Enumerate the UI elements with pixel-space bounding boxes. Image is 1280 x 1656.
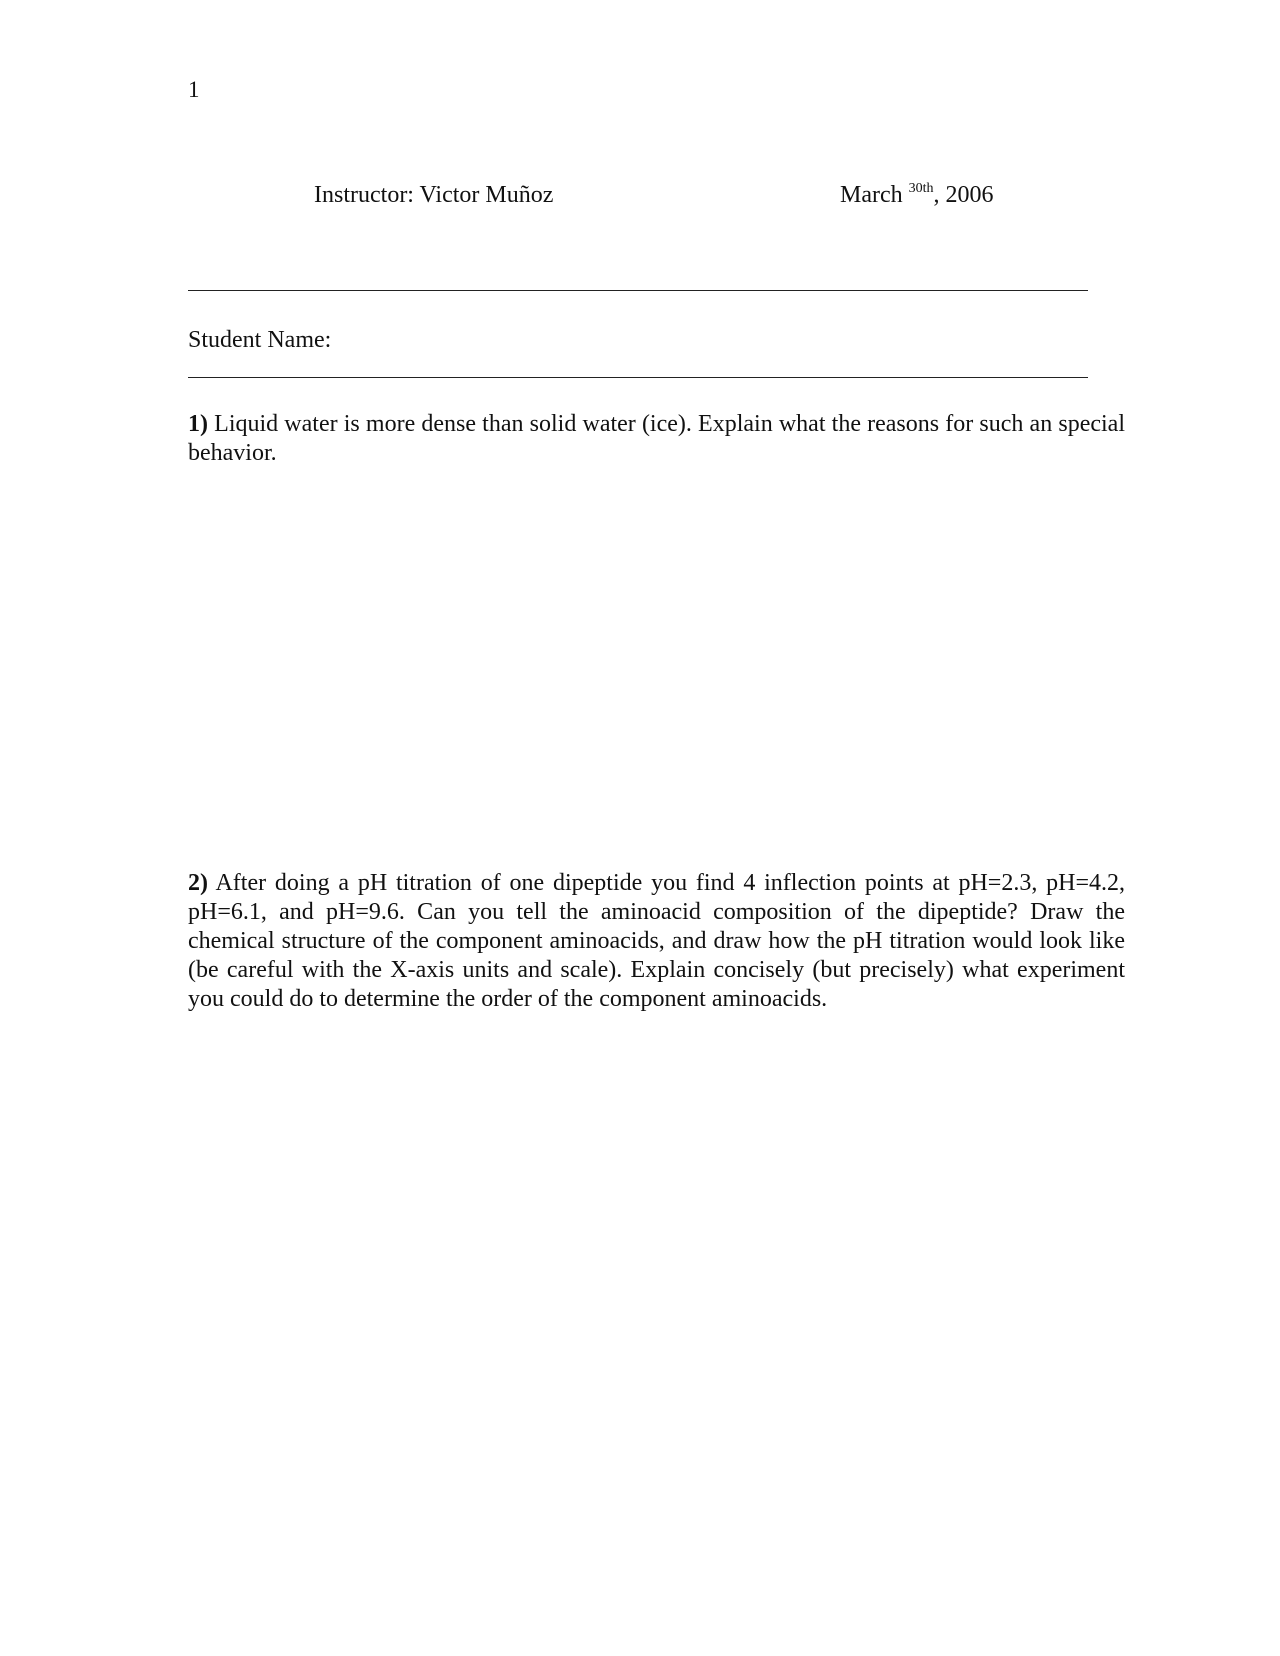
page-number: 1	[188, 77, 200, 102]
question-1	[188, 410, 1125, 468]
header-divider-line	[188, 290, 1088, 291]
question-2-text: After doing a pH titration of one dipeptide you find 4 inflection points at pH=2.3, pH=4.2, pH=6.1, and pH=9.6. Can you tell the aminoacid composition of the dipeptide? Draw the chemical structure of the component aminoacids, and draw how the pH titration would look like (be careful with the X-axis units and scale). Explain concisely (but precisely) what experiment you could do to determine the order of the component aminoacids.	[188, 870, 1125, 1012]
student-name-line	[188, 377, 1088, 378]
date-year: , 2006	[933, 182, 994, 208]
exam-date	[840, 180, 994, 210]
date-month: March	[840, 182, 909, 208]
date-day-superscript: 30th	[908, 181, 934, 196]
question-1-text: Liquid water is more dense than solid water (ice). Explain what the reasons for such an special behavior.	[188, 411, 1125, 466]
question-2	[188, 869, 1125, 1014]
instructor-name: Instructor: Victor Muñoz	[314, 182, 554, 208]
question-2-number: 2)	[188, 870, 208, 896]
question-1-number: 1)	[188, 411, 208, 437]
student-name-label: Student Name:	[188, 327, 332, 353]
